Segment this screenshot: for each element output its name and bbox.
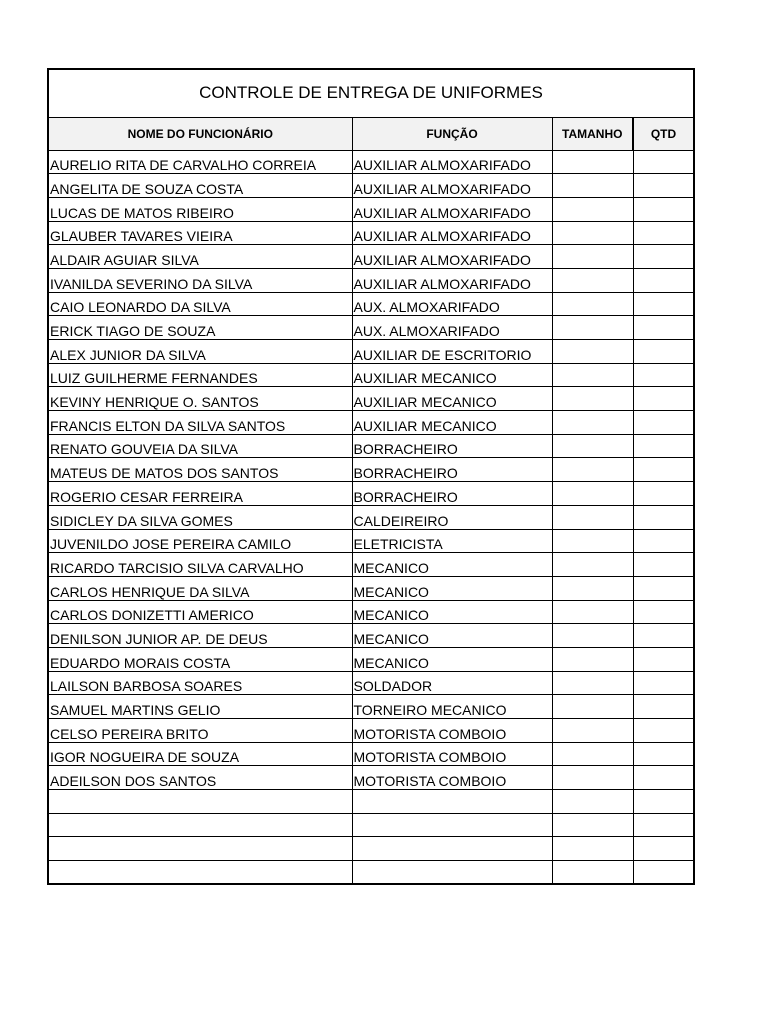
employee-name-cell[interactable] xyxy=(49,861,352,885)
table-row xyxy=(49,434,693,458)
employee-name-cell[interactable] xyxy=(49,837,352,861)
uniform-size-cell[interactable] xyxy=(552,813,633,837)
uniform-quantity-cell[interactable] xyxy=(633,576,693,600)
table-row xyxy=(49,719,693,743)
employee-name-cell[interactable]: LAILSON BARBOSA SOARES xyxy=(49,671,352,695)
table-row xyxy=(49,340,693,364)
employee-name-cell[interactable]: MATEUS DE MATOS DOS SANTOS xyxy=(49,458,352,482)
employee-function-cell[interactable]: MOTORISTA COMBOIO xyxy=(352,742,552,766)
employee-name-cell[interactable]: CARLOS DONIZETTI AMERICO xyxy=(49,600,352,624)
uniform-quantity-cell[interactable] xyxy=(633,742,693,766)
table-row xyxy=(49,790,693,814)
employee-function-cell[interactable]: AUXILIAR ALMOXARIFADO xyxy=(352,174,552,198)
employee-function-cell[interactable] xyxy=(352,837,552,861)
uniform-size-cell[interactable] xyxy=(552,861,633,885)
uniform-size-cell[interactable] xyxy=(552,647,633,671)
employee-name-cell[interactable]: EDUARDO MORAIS COSTA xyxy=(49,647,352,671)
employee-function-cell[interactable]: MECANICO xyxy=(352,624,552,648)
employee-name-cell[interactable]: SAMUEL MARTINS GELIO xyxy=(49,695,352,719)
uniform-quantity-cell[interactable] xyxy=(633,647,693,671)
table-row xyxy=(49,742,693,766)
employee-function-cell[interactable]: TORNEIRO MECANICO xyxy=(352,695,552,719)
uniform-size-cell[interactable] xyxy=(552,576,633,600)
employee-function-cell[interactable]: MOTORISTA COMBOIO xyxy=(352,766,552,790)
table-row xyxy=(49,813,693,837)
uniform-size-cell[interactable] xyxy=(552,340,633,364)
employee-function-cell[interactable] xyxy=(352,790,552,814)
table-row xyxy=(49,553,693,577)
uniform-size-cell[interactable] xyxy=(552,245,633,269)
table-row xyxy=(49,576,693,600)
uniform-size-cell[interactable] xyxy=(552,695,633,719)
employee-name-cell[interactable]: CELSO PEREIRA BRITO xyxy=(49,719,352,743)
employee-name-cell[interactable]: IGOR NOGUEIRA DE SOUZA xyxy=(49,742,352,766)
employee-name-cell[interactable]: IVANILDA SEVERINO DA SILVA xyxy=(49,268,352,292)
table-row xyxy=(49,221,693,245)
uniform-quantity-cell[interactable] xyxy=(633,387,693,411)
employee-function-cell[interactable]: AUXILIAR MECANICO xyxy=(352,387,552,411)
employee-name-cell[interactable]: RICARDO TARCISIO SILVA CARVALHO xyxy=(49,553,352,577)
table-row xyxy=(49,150,693,174)
employee-function-cell[interactable]: SOLDADOR xyxy=(352,671,552,695)
uniform-size-cell[interactable] xyxy=(552,837,633,861)
employee-function-cell[interactable]: AUXILIAR MECANICO xyxy=(352,411,552,435)
uniform-quantity-cell[interactable] xyxy=(633,292,693,316)
uniform-size-cell[interactable] xyxy=(552,671,633,695)
employee-function-cell[interactable]: MECANICO xyxy=(352,553,552,577)
employee-name-cell[interactable]: AURELIO RITA DE CARVALHO CORREIA xyxy=(49,150,352,174)
table-row xyxy=(49,482,693,506)
employee-function-cell[interactable]: MECANICO xyxy=(352,647,552,671)
uniform-quantity-cell[interactable] xyxy=(633,813,693,837)
table-row xyxy=(49,671,693,695)
uniform-quantity-cell[interactable] xyxy=(633,458,693,482)
uniform-size-cell[interactable] xyxy=(552,719,633,743)
uniform-size-cell[interactable] xyxy=(552,292,633,316)
uniform-size-cell[interactable] xyxy=(552,150,633,174)
employee-function-cell[interactable]: ELETRICISTA xyxy=(352,529,552,553)
table-row xyxy=(49,861,693,885)
uniform-quantity-cell[interactable] xyxy=(633,624,693,648)
employee-name-cell[interactable]: KEVINY HENRIQUE O. SANTOS xyxy=(49,387,352,411)
uniform-size-cell[interactable] xyxy=(552,529,633,553)
uniform-quantity-cell[interactable] xyxy=(633,268,693,292)
table-row xyxy=(49,268,693,292)
table-row xyxy=(49,411,693,435)
uniform-size-cell[interactable] xyxy=(552,505,633,529)
employee-function-cell[interactable]: AUXILIAR ALMOXARIFADO xyxy=(352,268,552,292)
employee-function-cell[interactable] xyxy=(352,813,552,837)
employee-function-cell[interactable]: AUX. ALMOXARIFADO xyxy=(352,292,552,316)
uniform-quantity-cell[interactable] xyxy=(633,150,693,174)
employee-name-cell[interactable]: GLAUBER TAVARES VIEIRA xyxy=(49,221,352,245)
employee-function-cell[interactable]: BORRACHEIRO xyxy=(352,482,552,506)
employee-name-cell[interactable]: ROGERIO CESAR FERREIRA xyxy=(49,482,352,506)
table-row xyxy=(49,197,693,221)
uniform-size-cell[interactable] xyxy=(552,742,633,766)
employee-name-cell[interactable] xyxy=(49,790,352,814)
table-row xyxy=(49,837,693,861)
table-row xyxy=(49,387,693,411)
employee-name-cell[interactable]: ANGELITA DE SOUZA COSTA xyxy=(49,174,352,198)
employee-function-cell[interactable]: BORRACHEIRO xyxy=(352,458,552,482)
employee-function-cell[interactable]: AUXILIAR ALMOXARIFADO xyxy=(352,197,552,221)
uniform-quantity-cell[interactable] xyxy=(633,434,693,458)
employee-function-cell[interactable]: BORRACHEIRO xyxy=(352,434,552,458)
uniform-quantity-cell[interactable] xyxy=(633,221,693,245)
employee-function-cell[interactable]: MECANICO xyxy=(352,600,552,624)
uniform-size-cell[interactable] xyxy=(552,316,633,340)
sheet-title: CONTROLE DE ENTREGA DE UNIFORMES xyxy=(49,70,693,118)
uniform-quantity-cell[interactable] xyxy=(633,861,693,885)
table-row xyxy=(49,529,693,553)
employee-name-cell[interactable]: ALEX JUNIOR DA SILVA xyxy=(49,340,352,364)
uniform-quantity-cell[interactable] xyxy=(633,340,693,364)
uniform-quantity-cell[interactable] xyxy=(633,411,693,435)
uniform-size-cell[interactable] xyxy=(552,790,633,814)
uniform-size-cell[interactable] xyxy=(552,174,633,198)
uniform-delivery-sheet xyxy=(47,68,695,885)
uniform-size-cell[interactable] xyxy=(552,268,633,292)
uniform-size-cell[interactable] xyxy=(552,197,633,221)
employee-name-cell[interactable]: DENILSON JUNIOR AP. DE DEUS xyxy=(49,624,352,648)
employee-name-cell[interactable]: LUCAS DE MATOS RIBEIRO xyxy=(49,197,352,221)
employee-name-cell[interactable]: ALDAIR AGUIAR SILVA xyxy=(49,245,352,269)
employee-function-cell[interactable] xyxy=(352,861,552,885)
uniform-size-cell[interactable] xyxy=(552,221,633,245)
table-row xyxy=(49,174,693,198)
table-row xyxy=(49,600,693,624)
uniform-size-cell[interactable] xyxy=(552,434,633,458)
employee-name-cell[interactable]: SIDICLEY DA SILVA GOMES xyxy=(49,505,352,529)
uniform-size-cell[interactable] xyxy=(552,766,633,790)
employee-function-cell[interactable]: AUXILIAR ALMOXARIFADO xyxy=(352,245,552,269)
employee-name-cell[interactable]: LUIZ GUILHERME FERNANDES xyxy=(49,363,352,387)
employee-function-cell[interactable]: AUXILIAR DE ESCRITORIO xyxy=(352,340,552,364)
uniform-size-cell[interactable] xyxy=(552,624,633,648)
uniform-quantity-cell[interactable] xyxy=(633,197,693,221)
uniform-size-cell[interactable] xyxy=(552,600,633,624)
column-header-size: TAMANHO xyxy=(552,118,633,150)
employee-function-cell[interactable]: MECANICO xyxy=(352,576,552,600)
uniform-quantity-cell[interactable] xyxy=(633,695,693,719)
table-row xyxy=(49,647,693,671)
uniform-quantity-cell[interactable] xyxy=(633,837,693,861)
employee-table xyxy=(49,118,693,884)
uniform-quantity-cell[interactable] xyxy=(633,671,693,695)
column-header-function: FUNÇÃO xyxy=(352,118,552,150)
employee-function-cell[interactable]: CALDEIREIRO xyxy=(352,505,552,529)
employee-name-cell[interactable]: ADEILSON DOS SANTOS xyxy=(49,766,352,790)
employee-function-cell[interactable]: AUXILIAR ALMOXARIFADO xyxy=(352,221,552,245)
uniform-quantity-cell[interactable] xyxy=(633,553,693,577)
header-row xyxy=(49,118,693,150)
uniform-quantity-cell[interactable] xyxy=(633,316,693,340)
uniform-quantity-cell[interactable] xyxy=(633,766,693,790)
employee-function-cell[interactable]: MOTORISTA COMBOIO xyxy=(352,719,552,743)
table-row xyxy=(49,624,693,648)
table-row xyxy=(49,292,693,316)
uniform-quantity-cell[interactable] xyxy=(633,245,693,269)
uniform-size-cell[interactable] xyxy=(552,387,633,411)
uniform-size-cell[interactable] xyxy=(552,458,633,482)
employee-name-cell[interactable]: JUVENILDO JOSE PEREIRA CAMILO xyxy=(49,529,352,553)
employee-name-cell[interactable]: RENATO GOUVEIA DA SILVA xyxy=(49,434,352,458)
uniform-size-cell[interactable] xyxy=(552,482,633,506)
employee-function-cell[interactable]: AUXILIAR MECANICO xyxy=(352,363,552,387)
table-row xyxy=(49,363,693,387)
column-header-name: NOME DO FUNCIONÁRIO xyxy=(49,118,352,150)
uniform-quantity-cell[interactable] xyxy=(633,363,693,387)
uniform-quantity-cell[interactable] xyxy=(633,174,693,198)
employee-function-cell[interactable]: AUX. ALMOXARIFADO xyxy=(352,316,552,340)
table-row xyxy=(49,695,693,719)
uniform-quantity-cell[interactable] xyxy=(633,600,693,624)
uniform-size-cell[interactable] xyxy=(552,411,633,435)
employee-name-cell[interactable]: CARLOS HENRIQUE DA SILVA xyxy=(49,576,352,600)
table-row xyxy=(49,766,693,790)
table-row xyxy=(49,505,693,529)
uniform-quantity-cell[interactable] xyxy=(633,529,693,553)
employee-name-cell[interactable]: ERICK TIAGO DE SOUZA xyxy=(49,316,352,340)
uniform-quantity-cell[interactable] xyxy=(633,482,693,506)
column-header-quantity: QTD xyxy=(633,118,693,150)
table-row xyxy=(49,316,693,340)
table-body xyxy=(49,150,693,884)
employee-function-cell[interactable]: AUXILIAR ALMOXARIFADO xyxy=(352,150,552,174)
uniform-quantity-cell[interactable] xyxy=(633,505,693,529)
employee-name-cell[interactable] xyxy=(49,813,352,837)
table-header xyxy=(49,118,693,150)
employee-name-cell[interactable]: FRANCIS ELTON DA SILVA SANTOS xyxy=(49,411,352,435)
uniform-size-cell[interactable] xyxy=(552,363,633,387)
employee-name-cell[interactable]: CAIO LEONARDO DA SILVA xyxy=(49,292,352,316)
table-row xyxy=(49,458,693,482)
table-row xyxy=(49,245,693,269)
uniform-quantity-cell[interactable] xyxy=(633,719,693,743)
uniform-quantity-cell[interactable] xyxy=(633,790,693,814)
uniform-size-cell[interactable] xyxy=(552,553,633,577)
